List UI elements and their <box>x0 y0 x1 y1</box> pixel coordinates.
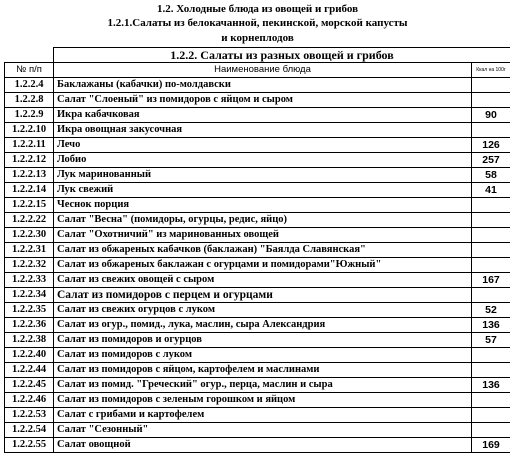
row-dish-name: Салат из свежих овощей с сыром <box>54 273 472 288</box>
row-kcal <box>472 408 511 423</box>
row-code: 1.2.2.10 <box>5 123 54 138</box>
table-row <box>5 438 511 453</box>
header-num: № п/п <box>5 63 54 78</box>
row-code: 1.2.2.55 <box>5 438 54 453</box>
row-kcal <box>472 393 511 408</box>
row-code: 1.2.2.22 <box>5 213 54 228</box>
row-code: 1.2.2.35 <box>5 303 54 318</box>
header-kcal: Ккал на 100г <box>472 63 511 78</box>
row-kcal <box>472 288 511 303</box>
table-row <box>5 318 511 333</box>
table-row <box>5 303 511 318</box>
row-kcal <box>472 243 511 258</box>
subsection-title: 1.2.1.Салаты из белокачанной, пекинской, морской капусты <box>107 17 408 29</box>
section-title: 1.2.2. Салаты из разных овощей и грибов <box>54 48 511 63</box>
row-dish-name: Салат из свежих огурцов с луком <box>54 303 472 318</box>
row-code: 1.2.2.15 <box>5 198 54 213</box>
row-dish-name: Салат из помидоров с луком <box>54 348 472 363</box>
row-dish-name: Салат из огур., помид., лука, маслин, сыра Александрия <box>54 318 472 333</box>
row-dish-name: Чеснок порция <box>54 198 472 213</box>
row-dish-name: Салат "Весна" (помидоры, огурцы, редис, яйцо) <box>54 213 472 228</box>
row-code: 1.2.2.30 <box>5 228 54 243</box>
subsection-title-continued: и корнеплодов <box>221 32 294 44</box>
table-row <box>5 258 511 273</box>
table-row <box>5 333 511 348</box>
sheet-right-edge <box>510 0 515 454</box>
table-row <box>5 273 511 288</box>
row-dish-name: Икра овощная закусочная <box>54 123 472 138</box>
table-row <box>5 213 511 228</box>
row-dish-name: Лобио <box>54 153 472 168</box>
row-dish-name: Салат из обжареных баклажан с огурцами и помидорами"Южный" <box>54 258 472 273</box>
row-dish-name: Лечо <box>54 138 472 153</box>
row-dish-name: Салат из помидоров с перцем и огурцами <box>54 288 472 303</box>
row-code: 1.2.2.46 <box>5 393 54 408</box>
row-dish-name: Икра кабачковая <box>54 108 472 123</box>
row-kcal <box>472 423 511 438</box>
section-blank-cell <box>5 48 54 63</box>
row-code: 1.2.2.54 <box>5 423 54 438</box>
row-code: 1.2.2.40 <box>5 348 54 363</box>
row-dish-name: Салат "Сезонный" <box>54 423 472 438</box>
table-row <box>5 183 511 198</box>
row-dish-name: Салат "Охотничий" из маринованных овощей <box>54 228 472 243</box>
row-kcal <box>472 93 511 108</box>
row-kcal: 167 <box>472 273 511 288</box>
row-code: 1.2.2.44 <box>5 363 54 378</box>
table-row <box>5 408 511 423</box>
row-kcal: 58 <box>472 168 511 183</box>
row-kcal: 41 <box>472 183 511 198</box>
row-kcal: 90 <box>472 108 511 123</box>
row-dish-name: Салат из помидоров и огурцов <box>54 333 472 348</box>
row-kcal <box>472 198 511 213</box>
row-kcal <box>472 228 511 243</box>
row-dish-name: Баклажаны (кабачки) по-молдавски <box>54 78 472 93</box>
section-row <box>5 48 511 63</box>
row-kcal <box>472 78 511 93</box>
table-row <box>5 348 511 363</box>
table-row <box>5 93 511 108</box>
row-code: 1.2.2.14 <box>5 183 54 198</box>
row-code: 1.2.2.34 <box>5 288 54 303</box>
table-row <box>5 423 511 438</box>
row-dish-name: Салат из обжареных кабачков (баклажан) "Баялда Славянская" <box>54 243 472 258</box>
row-kcal <box>472 213 511 228</box>
row-kcal: 136 <box>472 378 511 393</box>
row-code: 1.2.2.32 <box>5 258 54 273</box>
table-row <box>5 198 511 213</box>
row-kcal <box>472 123 511 138</box>
row-code: 1.2.2.9 <box>5 108 54 123</box>
row-code: 1.2.2.38 <box>5 333 54 348</box>
row-dish-name: Салат овощной <box>54 438 472 453</box>
header-name: Наименование блюда <box>54 63 472 78</box>
row-code: 1.2.2.36 <box>5 318 54 333</box>
row-dish-name: Салат из помидоров с зеленым горошком и яйцом <box>54 393 472 408</box>
row-kcal: 257 <box>472 153 511 168</box>
table-row <box>5 288 511 303</box>
table-row <box>5 228 511 243</box>
row-kcal: 136 <box>472 318 511 333</box>
table-row <box>5 138 511 153</box>
row-code: 1.2.2.13 <box>5 168 54 183</box>
header-row <box>5 63 511 78</box>
row-code: 1.2.2.45 <box>5 378 54 393</box>
row-kcal: 169 <box>472 438 511 453</box>
row-dish-name: Лук маринованный <box>54 168 472 183</box>
row-dish-name: Салат с грибами и картофелем <box>54 408 472 423</box>
table-row <box>5 378 511 393</box>
row-code: 1.2.2.8 <box>5 93 54 108</box>
row-code: 1.2.2.11 <box>5 138 54 153</box>
row-kcal: 52 <box>472 303 511 318</box>
table-row <box>5 108 511 123</box>
row-dish-name: Салат из помидоров с яйцом, картофелем и маслинами <box>54 363 472 378</box>
row-kcal: 57 <box>472 333 511 348</box>
row-dish-name: Салат "Слоеный" из помидоров с яйцом и сыром <box>54 93 472 108</box>
row-code: 1.2.2.31 <box>5 243 54 258</box>
table-row <box>5 153 511 168</box>
row-code: 1.2.2.4 <box>5 78 54 93</box>
row-code: 1.2.2.12 <box>5 153 54 168</box>
row-kcal <box>472 363 511 378</box>
table-row <box>5 78 511 93</box>
row-kcal <box>472 348 511 363</box>
table-row <box>5 168 511 183</box>
menu-table <box>4 47 511 453</box>
row-kcal <box>472 258 511 273</box>
table-row <box>5 243 511 258</box>
table-row <box>5 363 511 378</box>
row-dish-name: Салат из помид. "Греческий" огур., перца, маслин и сыра <box>54 378 472 393</box>
row-kcal: 126 <box>472 138 511 153</box>
row-code: 1.2.2.33 <box>5 273 54 288</box>
table-row <box>5 393 511 408</box>
row-code: 1.2.2.53 <box>5 408 54 423</box>
chapter-title: 1.2. Холодные блюда из овощей и грибов <box>156 3 359 15</box>
table-row <box>5 123 511 138</box>
row-dish-name: Лук свежий <box>54 183 472 198</box>
